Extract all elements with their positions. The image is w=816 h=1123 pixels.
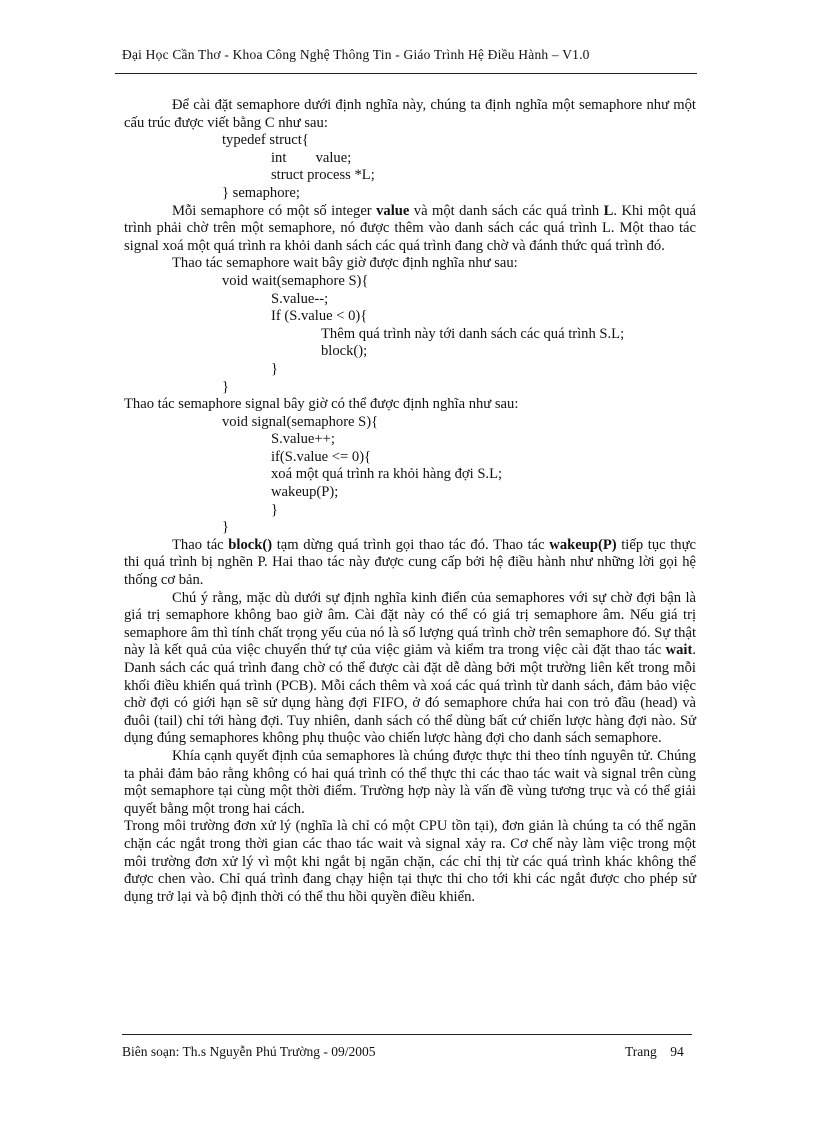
paragraph-atomicity: Khía cạnh quyết định của semaphores là chúng được thực thi theo tính nguyên tử. Chúng ta phải đảm bảo rằng không có hai quá trình có thể thực thi các thao tác wait và signal trên cùng một semaphore tại cùng một thời điểm. Trường hợp này là vấn đề vùng tương trục và có thể giải quyết bằng một trong hai cách.: [124, 747, 696, 817]
paragraph-block-wakeup: Thao tác block() tạm dừng quá trình gọi thao tác đó. Thao tác wakeup(P) tiếp tục thực thi quá trình bị nghẽn P. Hai thao tác này được cung cấp bởi hệ điều hành như những lời gọi hệ thống cơ bản.: [124, 536, 696, 589]
paragraph-semaphore-struct: Mỗi semaphore có một số integer value và một danh sách các quá trình L. Khi một quá trình phải chờ trên một semaphore, nó được thêm vào danh sách các quá trình L. Một thao tác signal xoá một quá trình ra khỏi danh sách các quá trình đang chờ và đánh thức quá trình đó.: [124, 202, 696, 254]
paragraph-uniprocessor: Trong môi trường đơn xử lý (nghĩa là chỉ có một CPU tồn tại), đơn giản là chúng ta có thể ngăn chặn các ngắt trong thời gian các thao tác wait và signal xảy ra. Cơ chế này làm việc trong một môi trường đơn xử lý vì một khi ngắt bị ngăn chặn, các chỉ thị từ các quá trình khác không thể được chen vào. Chỉ quá trình đang chạy hiện tại thực thi cho tới khi các ngắt được cho phép sử dụng trở lại và bộ định thời có thể thu hồi quyền điều khiển.: [124, 818, 696, 905]
code-line: S.value++;: [271, 431, 335, 448]
page-number: 94: [670, 1044, 684, 1059]
code-line: block();: [321, 343, 368, 360]
code-line: if(S.value <= 0){: [271, 448, 372, 465]
paragraph-wait-intro: Thao tác semaphore wait bây giờ được định nghĩa như sau:: [172, 255, 518, 272]
page-header: Đại Học Cần Thơ - Khoa Công Nghệ Thông Tin - Giáo Trình Hệ Điều Hành – V1.0: [122, 47, 590, 62]
code-line: S.value--;: [271, 290, 329, 307]
code-line: typedef struct{: [222, 132, 309, 149]
paragraph-signal-intro: Thao tác semaphore signal bây giờ có thể được định nghĩa như sau:: [124, 396, 519, 413]
code-line: int value;: [271, 149, 352, 166]
code-line: }: [222, 519, 230, 536]
code-line: }: [222, 378, 230, 395]
code-line: }: [271, 501, 279, 518]
code-line: wakeup(P);: [271, 484, 339, 501]
header-divider: [115, 73, 697, 74]
code-line: } semaphore;: [222, 184, 300, 201]
code-line: struct process *L;: [271, 167, 375, 184]
document-body: [124, 97, 696, 906]
code-line: Thêm quá trình này tới danh sách các quá trình S.L;: [321, 325, 625, 342]
footer-divider: [122, 1034, 692, 1035]
code-line: }: [271, 360, 279, 377]
paragraph-negative-semaphore: Chú ý rằng, mặc dù dưới sự định nghĩa kinh điển của semaphores với sự chờ đợi bận là giá trị semaphore không bao giờ âm. Cài đặt này có thể có giá trị semaphore âm. Nếu giá trị semaphore âm thì tính chất trọng yếu của nó là số lượng quá trình chờ trên semaphore đó. Sự thật này là kết quả của việc chuyển thứ tự của việc giảm và kiểm tra trong việc cài đặt thao tác wait. Danh sách các quá trình đang chờ có thể được cài đặt dễ dàng bởi một trường liên kết trong mỗi khối điều khiển quá trình (PCB). Mỗi cách thêm và xoá các quá trình từ danh sách, đảm bảo việc chờ đợi có giới hạn sẽ sử dụng hàng đợi FIFO, ở đó semaphore chứa hai con trỏ đầu (head) và đuôi (tail) chỉ tới hàng đợi. Tuy nhiên, danh sách có thể dùng bất cứ chiến lược hàng đợi nào. Sử dụng đúng semaphores không phụ thuộc vào chiến lược hàng đợi cho danh sách semaphore.: [124, 589, 696, 747]
code-line: xoá một quá trình ra khỏi hàng đợi S.L;: [271, 466, 503, 483]
footer-author: Biên soạn: Th.s Nguyễn Phú Trường - 09/2005: [122, 1044, 376, 1059]
footer-page: [625, 1044, 684, 1060]
page-label: Trang: [625, 1044, 657, 1059]
paragraph-intro: Để cài đặt semaphore dưới định nghĩa này, chúng ta định nghĩa một semaphore như một cấu trúc được viết bằng C như sau:: [124, 97, 696, 131]
code-line: void wait(semaphore S){: [222, 272, 369, 289]
code-line: void signal(semaphore S){: [222, 413, 379, 430]
code-line: If (S.value < 0){: [271, 308, 368, 325]
